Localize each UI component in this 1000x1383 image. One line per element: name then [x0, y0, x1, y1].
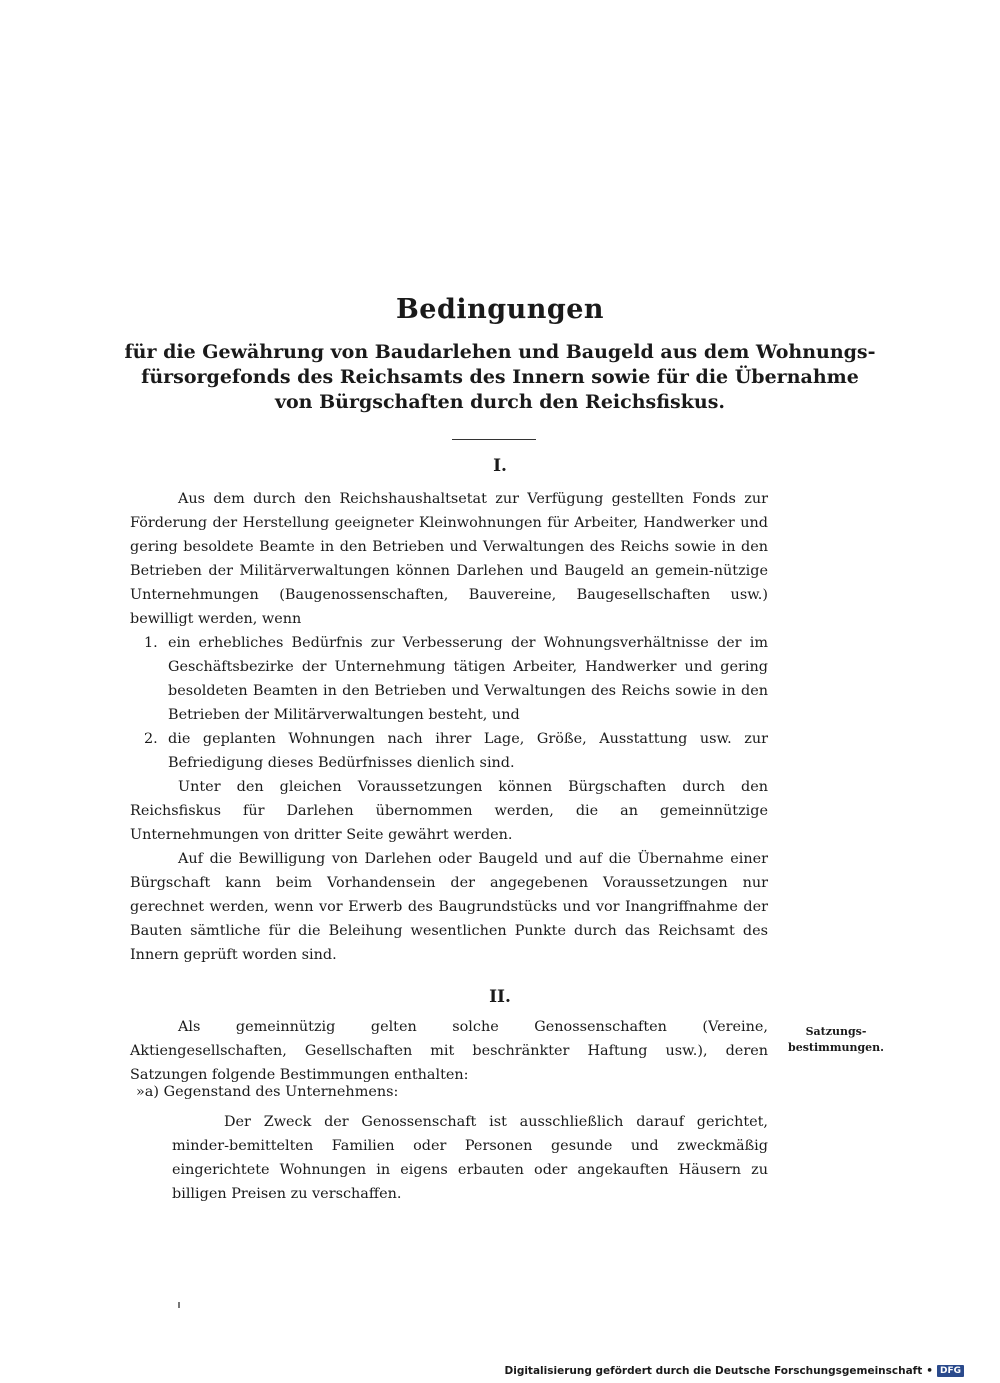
- document-title: Bedingungen: [395, 294, 605, 325]
- section-2-body: [130, 1015, 768, 1087]
- enum-text-1: ein erhebliches Bedürfnis zur Verbesserung der Wohnungsverhältnisse der im Geschäftsbezirke der Unternehmung tätigen Arbeiter, Handwerker und gering besoldeten Beamten in den Betrieben und Verwaltungen des Reichs sowie in den Betrieben der Militärverwaltungen besteht, und: [168, 635, 768, 723]
- section-2-intro: Als gemeinnützig gelten solche Genossenschaften (Vereine, Aktiengesellschaften, Gesellschaften mit beschränkter Haftung usw.), deren Satzungen folgende Bestimmungen enthalten:: [130, 1019, 768, 1083]
- subsection-a-body: [172, 1110, 768, 1206]
- digitization-footer: [505, 1365, 965, 1377]
- margin-note: Satzungs-bestimmungen.: [788, 1025, 884, 1054]
- title-rule: [452, 439, 536, 440]
- enum-number-1: 1.: [144, 635, 158, 651]
- subsection-a-text: Der Zweck der Genossenschaft ist ausschließlich darauf gerichtet, minder-bemittelten Familien oder Personen gesunde und zweckmäßig eingerichtete Wohnungen in eigens erbauten oder angekauften Häusern zu billigen Preisen zu verschaffen.: [172, 1114, 768, 1202]
- section-1-paragraph-3: Auf die Bewilligung von Darlehen oder Baugeld und auf die Übernahme einer Bürgschaft kann beim Vorhandensein der angegebenen Voraussetzungen nur gerechnet werden, wenn vor Erwerb des Baugrundstücks und vor Inangriffnahme der Bauten sämtliche für die Beleihung wesentlichen Punkte durch das Reichsamt des Innern geprüft worden sind.: [130, 851, 768, 963]
- section-1-intro: Aus dem durch den Reichshaushaltsetat zur Verfügung gestellten Fonds zur Förderung der Herstellung geeigneter Kleinwohnungen für Arbeiter, Handwerker und gering besoldete Beamte in den Betrieben und Verwaltungen des Reichs sowie in den Betrieben der Militärverwaltungen können Darlehen und Baugeld an gemein-nützige Unternehmungen (Baugenossenschaften, Bauvereine, Baugesellschaften usw.) bewilligt werden, wenn: [130, 491, 768, 627]
- section-1-paragraph-2: Unter den gleichen Voraussetzungen können Bürgschaften durch den Reichsfiskus für Darlehen übernommen werden, die an gemeinnützige Unternehmungen von dritter Seite gewährt werden.: [130, 779, 768, 843]
- section-1-heading: I.: [493, 456, 507, 476]
- dfg-logo-icon: DFG: [937, 1365, 964, 1377]
- enum-item-1: [130, 631, 768, 727]
- section-2-heading: II.: [489, 987, 511, 1007]
- footer-text: Digitalisierung gefördert durch die Deutsche Forschungsgemeinschaft: [504, 1365, 923, 1377]
- enum-item-2: [130, 727, 768, 775]
- enum-text-2: die geplanten Wohnungen nach ihrer Lage, Größe, Ausstattung usw. zur Befriedigung dieses Bedürfnisses dienlich sind.: [168, 731, 768, 771]
- footer-separator: •: [926, 1365, 933, 1377]
- document-subtitle: für die Gewährung von Baudarlehen und Baugeld aus dem Wohnungs-fürsorgefonds des Reichsamts des Innern sowie für die Übernahme von Bürgschaften durch den Reichsfiskus.: [124, 341, 876, 413]
- subsection-a-heading: »a) Gegenstand des Unternehmens:: [136, 1084, 399, 1100]
- section-1-body: [130, 487, 768, 967]
- enum-number-2: 2.: [144, 731, 158, 747]
- scan-speck: [178, 1302, 180, 1308]
